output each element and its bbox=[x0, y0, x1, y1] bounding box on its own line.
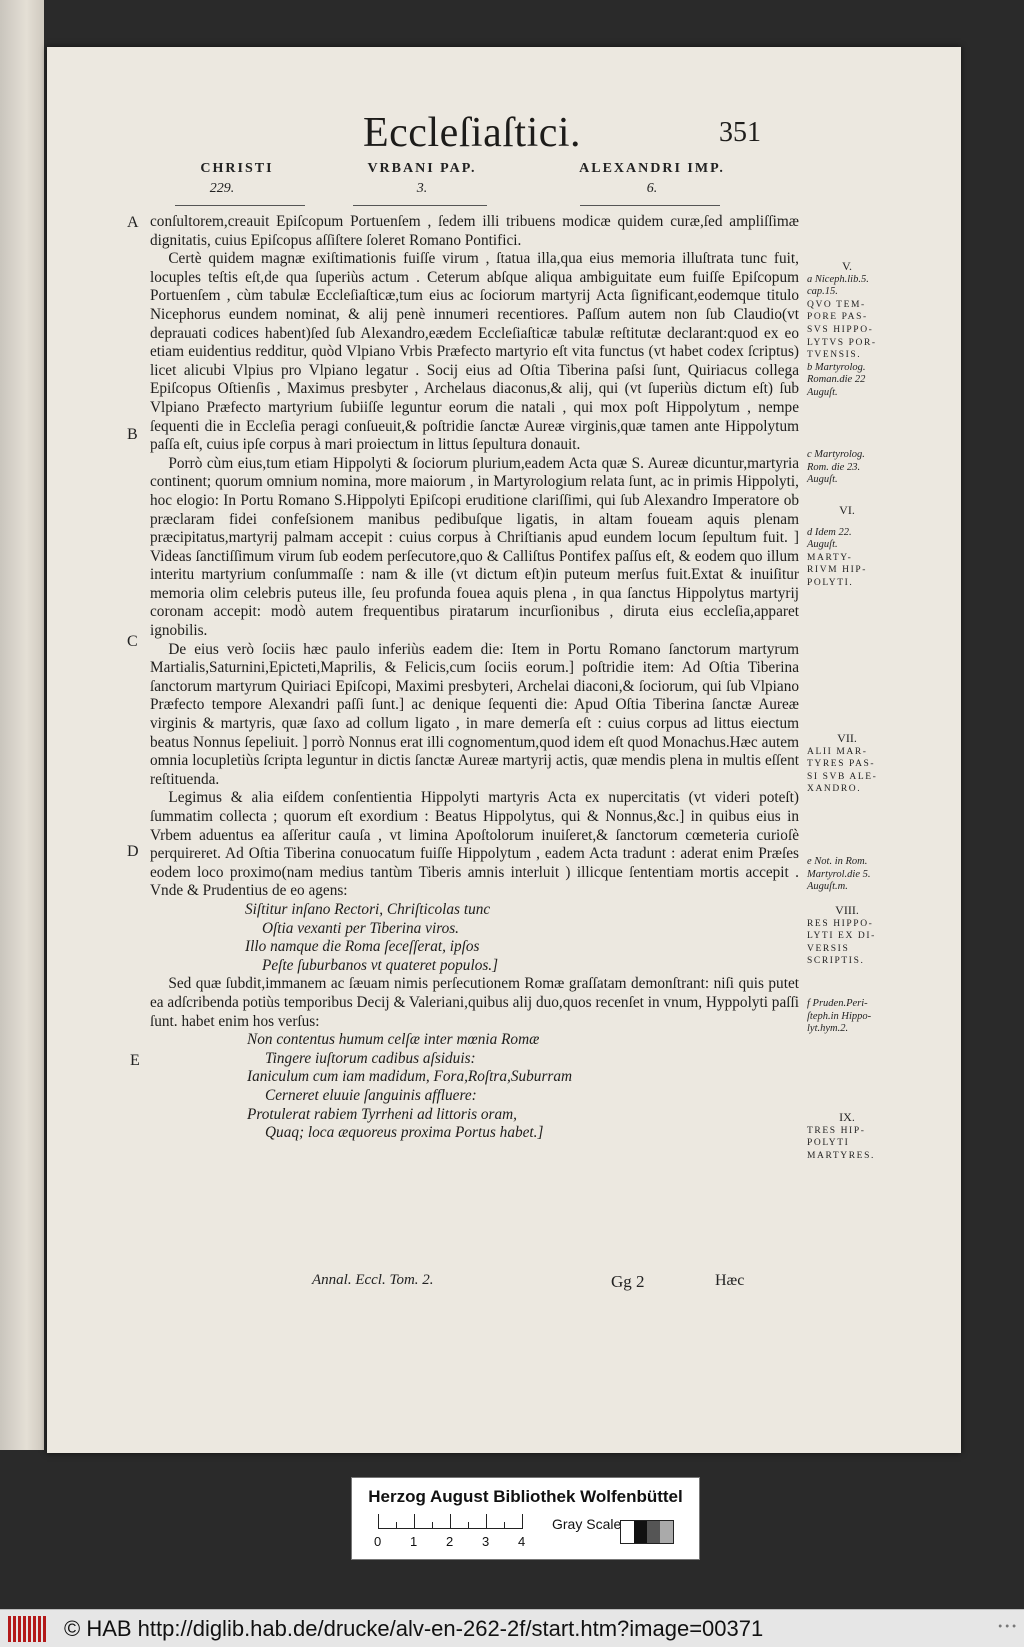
margin-note-viii: VIII. RES HIPPO- LYTI EX DI- VERSIS SCRIPTIS. bbox=[807, 903, 876, 967]
verse-line: Cerneret eluuie ſanguinis affluere: bbox=[265, 1086, 477, 1104]
ruler-label: 3 bbox=[482, 1534, 490, 1549]
footer-catchword: Hæc bbox=[715, 1272, 745, 1289]
paragraph: Legimus & alia eiſdem conſentientia Hippolyti martyris Acta ex nupercitatis (vt videri poteſt) ſummatim collecta ; quorum eſt exordium : Beatus Hippolytus, qui & Nonnus,&c.] in quibus eius in Vrbem aduentus ea aſſeritur cauſa , vt limina Apoſtolorum inuiſeret,& ſanctorum cœmeteria curioſè perquireret. Ad Oſtia Tiberina conuocatum fuiſſe Hippolytum , eadem Acta tradunt : aderat enim Præſes eodem loco proximo(nam medius tantùm Tiberis amnis interluit ) illicque ſententiam mortis accepit . Vnde & Prudentius de eo agens: bbox=[150, 789, 799, 900]
margin-note-c: c Martyrolog. Rom. die 23. Auguſt. bbox=[807, 449, 865, 486]
ruler-tick bbox=[378, 1514, 379, 1528]
verse-line: Peſte ſuburbanos vt quateret populos.] bbox=[262, 956, 499, 974]
margin-note-vii: VII. ALII MAR- TYRES PAS- SI SVB ALE- XANDRO. bbox=[807, 731, 878, 795]
section-letter-a: A bbox=[127, 214, 139, 231]
margin-note-v: V. a Niceph.lib.5. cap.15. QVO TEM- PORE PAS- SVS HIPPO- LYTVS POR- TVENSIS. b Martyrolog. Roman.die 22 Auguſt. bbox=[807, 259, 877, 398]
verse-line: Quaq; loca æquoreus proxima Portus habet.] bbox=[265, 1124, 544, 1142]
verse-line: Protulerat rabiem Tyrrheni ad littoris oram, bbox=[247, 1105, 517, 1123]
more-icon[interactable]: ••• bbox=[997, 1622, 1018, 1633]
section-letter-b: B bbox=[127, 426, 138, 443]
section-letter-d: D bbox=[127, 843, 139, 860]
running-head-christi: CHRISTI 229. bbox=[200, 161, 274, 196]
section-letter-c: C bbox=[127, 633, 138, 650]
margin-note-e: e Not. in Rom. Martyrol.die 5. Auguſt.m. bbox=[807, 856, 871, 893]
color-calibration-card bbox=[351, 1477, 700, 1560]
ruler-tick bbox=[414, 1514, 415, 1528]
verse-line: Illo namque die Roma ſeceſſerat, ipſos bbox=[245, 938, 480, 956]
ruler-tick bbox=[396, 1522, 397, 1528]
library-name: Herzog August Bibliothek Wolfenbüttel bbox=[368, 1487, 683, 1506]
copyright-url[interactable]: © HAB http://diglib.hab.de/drucke/alv-en-262-2f/start.htm?image=00371 bbox=[64, 1615, 764, 1641]
ruler-label: 2 bbox=[446, 1534, 454, 1549]
footer-signature: Gg 2 bbox=[611, 1272, 645, 1291]
ruler-label: 1 bbox=[410, 1534, 418, 1549]
verse-line: Non contentus humum celſæ inter mœnia Romæ bbox=[247, 1031, 540, 1049]
ruler-tick bbox=[432, 1522, 433, 1528]
running-head-urbani: VRBANI PAP. 3. bbox=[367, 161, 477, 196]
gray-step bbox=[647, 1521, 660, 1543]
margin-note-ix: IX. TRES HIP- POLYTI MARTYRES. bbox=[807, 1110, 875, 1161]
hab-logo-icon bbox=[8, 1616, 48, 1642]
previous-page-edge bbox=[0, 0, 44, 1450]
ruler-tick bbox=[504, 1522, 505, 1528]
scale-ruler bbox=[378, 1514, 523, 1529]
paragraph: Certè quidem magnæ exiſtimationis fuiſſe virum , ſtatua illa,qua eius memoria illuſtrata tunc fuit, locuples teſtis eſt,de qua ſuperiùs actum . Ceterum abſque aliqua ambiguitate eum fuiſſe Epiſcopum Portuenſem , cùm tabulæ Eccleſiaſticæ,tum eius ac ſociorum martyrij Acta ſignificant,eodemque titulo Nicephorus eundem nominat, & alij penè innumeri recentiores. Paſſum autem non ſub Claudio(vt deprauati codices habent)ſed ſub Alexandro,eædem Eccleſiaſticæ tabulæ reſtitutæ declarant:quod ex eo etiam euidentius redditur, quòd Vlpiano Vrbis Præfecto martyrio eſt vita functus (vt habet codex ſcriptus) licet alicubi Vlpius pro Vlpiano legatur . Socij eius ad Oſtia Tiberina paſsi ſunt, Quiriacus collega Epiſcopus Oſtienſis , Maximus presbyter , Archelaus diaconus,& alij, qui (vt ſuperiùs dictum eſt) ſub Vlpiano Præfecto martyrium ſubiiſſe leguntur eorum die natali , qui mox poſt Hippolytum , nempe ſequenti die in Eccleſia peragi conſueuit,& poſtridie ſanctæ Aureæ virginis,quæ tamen ante Hippolytum paſſa eſt, cuius ipſe corpus à mari proiectum in littus ſepultura donauit. bbox=[150, 250, 799, 454]
running-head-rule bbox=[580, 205, 720, 206]
running-head-alexandri: ALEXANDRI IMP. 6. bbox=[579, 161, 725, 196]
main-text bbox=[150, 213, 799, 1143]
gray-step bbox=[621, 1521, 634, 1543]
running-head-rule bbox=[353, 205, 487, 206]
ruler-label: 4 bbox=[518, 1534, 526, 1549]
margin-note-f: f Pruden.Peri- ſteph.in Hippo- lyt.hym.2. bbox=[807, 998, 872, 1035]
margin-note-vi: VI. d Idem 22. Auguſt. MARTY- RIVM HIP- POLYTI. bbox=[807, 503, 868, 588]
running-head-rule bbox=[175, 205, 305, 206]
verse-line: Oſtia vexanti per Tiberina viros. bbox=[262, 919, 459, 937]
ruler-label: 0 bbox=[374, 1534, 382, 1549]
gray-step bbox=[634, 1521, 647, 1543]
ruler-tick bbox=[450, 1514, 451, 1528]
ruler-tick bbox=[522, 1514, 523, 1528]
paragraph: conſultorem,creauit Epiſcopum Portuenſem , ſedem illi tribuens modicæ quidem curæ,ſed ampliſſimæ dignitatis, cuius Epiſcopus aſſiſtere ſoleret Romano Pontifici. bbox=[150, 213, 799, 249]
verse-line: Tingere iuſtorum cadibus aſsiduis: bbox=[265, 1049, 476, 1067]
status-bar bbox=[0, 1609, 1024, 1647]
paragraph: De eius verò ſociis hæc paulo inferiùs eadem die: Item in Portu Romano ſanctorum martyrum Martialis,Saturnini,Epicteti,Maprilis, & Felicis,cum ſociis eorum.] poſtridie item: Ad Oſtia Tiberina ſanctorum martyrum Quiriaci Epiſcopi, Maximi presbyteri, Archelai diaconi,& ſociorum, qui ſub Vlpiano Præfecto tempore Alexandri paſſi ſunt.] ac denique ſequenti die: Apud Oſtia Tiberina ſanctæ Aureæ virginis & martyris, quæ ſaxo ad collum ligato , in mare demerſa eſt : cuius corpus ad littus eiectum beatus Nonnus ſepeliuit. ] porrò Nonnus erat illi cognomentum,quod idem eſt quod Monachus.Hæc autem omnia locupletiùs ſcripta leguntur in dictis ſanctæ Aureæ martyrij actis, quæ mendis plena in multis eſſent reſtituenda. bbox=[150, 640, 799, 788]
page-number: 351 bbox=[719, 117, 761, 148]
paragraph: Sed quæ ſubdit,immanem ac ſæuam nimis perſecutionem Romæ graſſatam demonſtrant: niſi quis putet ea adſcribenda potiùs temporibus Decij & Valeriani,quibus alij duo,quos recenſet in vnum, Hyppolyti paſſi ſunt. habet enim hos verſus: bbox=[150, 975, 799, 1030]
page-header-title: Eccleſiaſtici. bbox=[363, 110, 582, 156]
gray-scale-label: Gray Scale bbox=[552, 1516, 622, 1532]
gray-step bbox=[660, 1521, 673, 1543]
ruler-tick bbox=[486, 1514, 487, 1528]
ruler-tick bbox=[468, 1522, 469, 1528]
verse-line: Ianiculum cum iam madidum, Fora,Roſtra,Suburram bbox=[247, 1068, 573, 1086]
gray-scale-swatch bbox=[620, 1520, 674, 1544]
footer-annal: Annal. Eccl. Tom. 2. bbox=[312, 1272, 434, 1288]
paragraph: Porrò cùm eius,tum etiam Hippolyti & ſociorum plurium,eadem Acta quæ S. Aureæ dicuntur,martyria continent; quorum omnium nomina, more maiorum , in Martyrologium relata ſunt, ac in primis Hippolyti, hoc elogio: In Portu Romano S.Hippolyti Epiſcopi eruditione clariſſimi, qui ſub Alexandro Imperatore ob præclaram fidei confeſsionem manibus pedibuſque ligatis, in altam foueam aquis plenam præcipitatus,martyrij palmam accepit : cuius corpus à Chriſtianis apud eundem locum ſepultum fuit. ] Videas ſanctiſſimum virum ſub eodem perſecutore,quo & Calliſtus Pontifex paſſus eſt, & eodem quo illum interitu martyrium conſummaſſe : nam & ille (vt dictum eſt)in puteum merſus fuit.Extat & inuiſitur memoria olim celebris puteus ille, ſeu profunda fouea aquis plena , in qua ſanctus Hippolytus martyrij coronam accepit: modò autem frequentibus piratarum incurſionibus , diruta eius eccleſia,apparet ignobilis. bbox=[150, 454, 799, 640]
verse-line: Siſtitur inſano Rectori, Chriſticolas tunc bbox=[245, 900, 491, 918]
book-page bbox=[47, 47, 961, 1453]
section-letter-e: E bbox=[130, 1052, 140, 1069]
